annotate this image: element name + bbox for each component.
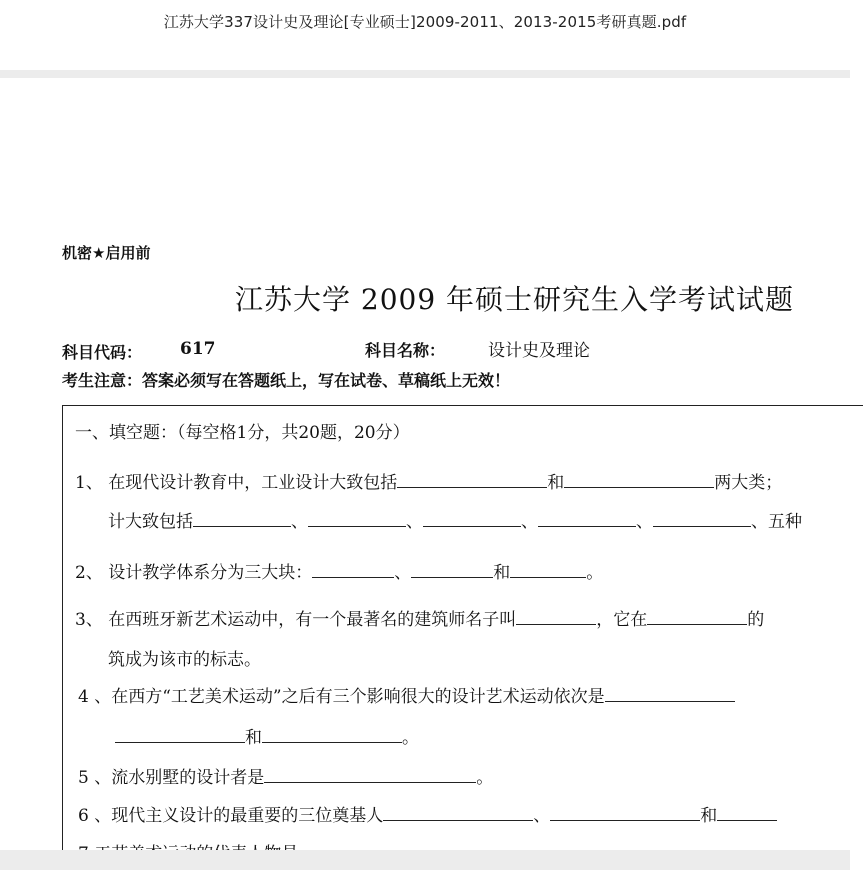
- q1-text-c: 两大类；: [714, 473, 783, 493]
- q1-text-b: 和: [547, 473, 565, 493]
- header-separator: [0, 70, 850, 78]
- answer-blank: [193, 510, 291, 527]
- answer-blank: [312, 561, 394, 578]
- answer-blank: [510, 561, 586, 578]
- answer-blank: [538, 510, 636, 527]
- answer-blank: [564, 471, 714, 488]
- confidential-label: 机密★启用前: [62, 244, 151, 262]
- answer-blank: [717, 804, 777, 821]
- q1-text-e: 、五种: [751, 512, 802, 532]
- pdf-header-bar: [0, 0, 850, 70]
- question-1-line-1: [75, 468, 782, 493]
- answer-blank: [262, 726, 402, 743]
- answer-blank: [115, 726, 245, 743]
- subject-name-value: 设计史及理论: [488, 341, 590, 361]
- answer-blank: [308, 510, 406, 527]
- subject-code-value: 617: [180, 339, 216, 359]
- bottom-separator: [0, 850, 850, 870]
- q1-text-a: 1、 在现代设计教育中，工业设计大致包括: [75, 473, 398, 493]
- section-heading: 一、填空题：（每空格1分，共20题，20分）: [75, 423, 410, 443]
- candidate-notice: 考生注意：答案必须写在答题纸上，写在试卷、草稿纸上无效！: [62, 371, 511, 390]
- answer-blank: [383, 804, 533, 821]
- document-title: 江苏大学337设计史及理论[专业硕士]2009-2011、2013-2015考研真题.pdf: [163, 13, 687, 31]
- pdf-page[interactable]: [0, 78, 850, 850]
- question-3-line-1: 3、 在西班牙新艺术运动中，有一个最著名的建筑师名子叫 ，它在 的: [75, 610, 765, 630]
- answer-blank: [397, 471, 547, 488]
- question-1-line-2: 计大致包括 、 、 、 、 、五种: [108, 512, 802, 532]
- question-4-line-1: 4 、在西方“工艺美术运动”之后有三个影响很大的设计艺术运动依次是: [78, 682, 735, 707]
- question-5: 5 、流水别墅的设计者是 。: [78, 768, 494, 788]
- answer-blank: [550, 804, 700, 821]
- question-3-line-2: 筑成为该市的标志。: [108, 650, 261, 670]
- answer-blank: [411, 561, 493, 578]
- question-2: 2、 设计教学体系分为三大块： 、 和 。: [75, 563, 604, 583]
- question-4-line-2: 和 。: [115, 723, 419, 748]
- answer-blank: [516, 608, 596, 625]
- subject-code-label: 科目代码：: [62, 343, 143, 362]
- answer-blank: [653, 510, 751, 527]
- answer-blank: [605, 685, 735, 702]
- answer-blank: [647, 608, 747, 625]
- answer-blank: [423, 510, 521, 527]
- subject-name-label: 科目名称：: [365, 341, 446, 360]
- answer-blank: [264, 766, 476, 783]
- q1-text-d: 计大致包括: [108, 512, 193, 532]
- exam-title: 江苏大学 2009 年硕士研究生入学考试试题: [235, 283, 795, 316]
- question-6: 6 、现代主义设计的最重要的三位奠基人 、 和: [78, 801, 777, 826]
